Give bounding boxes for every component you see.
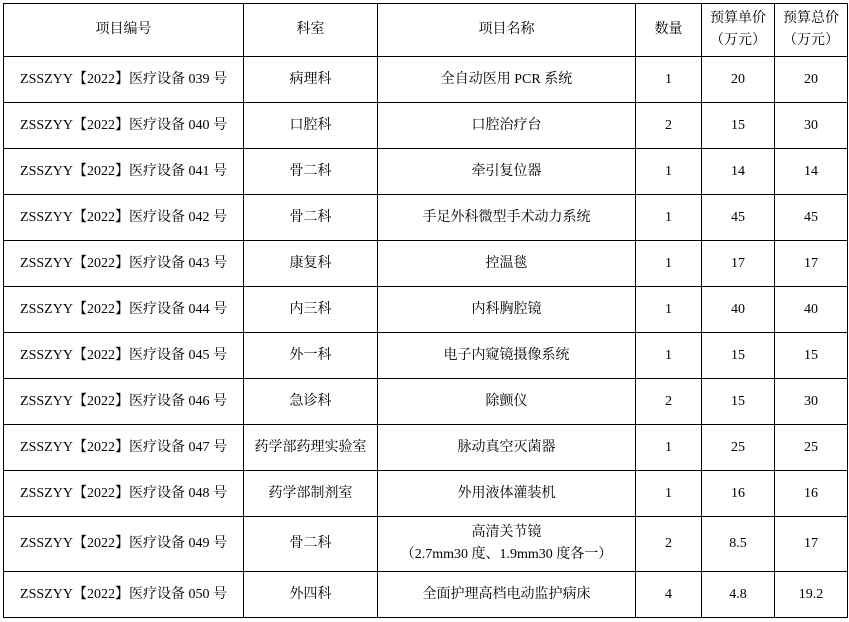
cell-department: 骨二科 (244, 195, 378, 241)
cell-total-price: 30 (775, 379, 848, 425)
cell-quantity: 1 (636, 241, 702, 287)
cell-department: 康复科 (244, 241, 378, 287)
table-row (4, 287, 848, 333)
cell-unit-price: 15 (702, 333, 775, 379)
cell-department: 外四科 (244, 572, 378, 618)
cell-project-name: 口腔治疗台 (378, 103, 636, 149)
cell-quantity: 2 (636, 517, 702, 572)
cell-project-name: 全面护理高档电动监护病床 (378, 572, 636, 618)
cell-quantity: 4 (636, 572, 702, 618)
cell-quantity: 1 (636, 425, 702, 471)
cell-project-id: ZSSZYY【2022】医疗设备 041 号 (4, 149, 244, 195)
cell-project-name: 脉动真空灭菌器 (378, 425, 636, 471)
cell-project-name: 外用液体灌装机 (378, 471, 636, 517)
cell-project-name: 全自动医用 PCR 系统 (378, 57, 636, 103)
header-row (4, 4, 848, 57)
cell-total-price: 14 (775, 149, 848, 195)
cell-department: 药学部制剂室 (244, 471, 378, 517)
cell-total-price: 25 (775, 425, 848, 471)
cell-project-name: 除颤仪 (378, 379, 636, 425)
cell-project-id: ZSSZYY【2022】医疗设备 049 号 (4, 517, 244, 572)
cell-total-price: 45 (775, 195, 848, 241)
cell-unit-price: 15 (702, 103, 775, 149)
table-row (4, 57, 848, 103)
cell-department: 病理科 (244, 57, 378, 103)
cell-unit-price: 4.8 (702, 572, 775, 618)
table-body (4, 57, 848, 618)
cell-project-name: 牵引复位器 (378, 149, 636, 195)
cell-project-name: 内科胸腔镜 (378, 287, 636, 333)
table-row (4, 149, 848, 195)
cell-total-price: 16 (775, 471, 848, 517)
cell-total-price: 17 (775, 517, 848, 572)
header-department: 科室 (244, 4, 378, 57)
header-total-price-line1: 预算总价 (783, 11, 839, 26)
cell-project-id: ZSSZYY【2022】医疗设备 047 号 (4, 425, 244, 471)
cell-project-id: ZSSZYY【2022】医疗设备 040 号 (4, 103, 244, 149)
cell-department: 骨二科 (244, 149, 378, 195)
table-row (4, 425, 848, 471)
procurement-table (3, 3, 848, 618)
cell-total-price: 15 (775, 333, 848, 379)
cell-quantity: 2 (636, 379, 702, 425)
cell-total-price: 20 (775, 57, 848, 103)
table-row (4, 471, 848, 517)
cell-department: 急诊科 (244, 379, 378, 425)
table-row (4, 333, 848, 379)
cell-project-id: ZSSZYY【2022】医疗设备 042 号 (4, 195, 244, 241)
header-total-price-line2: （万元） (783, 33, 839, 48)
table-row (4, 517, 848, 572)
cell-quantity: 2 (636, 103, 702, 149)
cell-project-name: 电子内窥镜摄像系统 (378, 333, 636, 379)
cell-total-price: 40 (775, 287, 848, 333)
cell-department: 骨二科 (244, 517, 378, 572)
cell-department: 内三科 (244, 287, 378, 333)
cell-unit-price: 8.5 (702, 517, 775, 572)
table-row (4, 195, 848, 241)
cell-project-id: ZSSZYY【2022】医疗设备 043 号 (4, 241, 244, 287)
project-name-line1: 高清关节镜 (471, 525, 542, 540)
header-unit-price (702, 4, 775, 57)
cell-project-id: ZSSZYY【2022】医疗设备 045 号 (4, 333, 244, 379)
header-quantity: 数量 (636, 4, 702, 57)
cell-project-id: ZSSZYY【2022】医疗设备 050 号 (4, 572, 244, 618)
cell-unit-price: 14 (702, 149, 775, 195)
project-name-line2: （2.7mm30 度、1.9mm30 度各一） (400, 547, 613, 562)
cell-quantity: 1 (636, 149, 702, 195)
cell-unit-price: 45 (702, 195, 775, 241)
cell-project-name: 手足外科微型手术动力系统 (378, 195, 636, 241)
cell-total-price: 30 (775, 103, 848, 149)
cell-total-price: 17 (775, 241, 848, 287)
cell-unit-price: 25 (702, 425, 775, 471)
cell-unit-price: 15 (702, 379, 775, 425)
cell-quantity: 1 (636, 333, 702, 379)
cell-quantity: 1 (636, 195, 702, 241)
cell-project-name (378, 517, 636, 572)
table-row (4, 572, 848, 618)
cell-unit-price: 16 (702, 471, 775, 517)
header-project-id: 项目编号 (4, 4, 244, 57)
header-unit-price-line2: （万元） (710, 33, 766, 48)
table-row (4, 103, 848, 149)
cell-quantity: 1 (636, 471, 702, 517)
header-unit-price-line1: 预算单价 (710, 11, 766, 26)
table-row (4, 379, 848, 425)
cell-quantity: 1 (636, 57, 702, 103)
cell-unit-price: 20 (702, 57, 775, 103)
cell-project-id: ZSSZYY【2022】医疗设备 048 号 (4, 471, 244, 517)
cell-quantity: 1 (636, 287, 702, 333)
cell-total-price: 19.2 (775, 572, 848, 618)
cell-project-id: ZSSZYY【2022】医疗设备 046 号 (4, 379, 244, 425)
cell-unit-price: 17 (702, 241, 775, 287)
header-total-price (775, 4, 848, 57)
cell-project-id: ZSSZYY【2022】医疗设备 039 号 (4, 57, 244, 103)
cell-department: 药学部药理实验室 (244, 425, 378, 471)
cell-project-id: ZSSZYY【2022】医疗设备 044 号 (4, 287, 244, 333)
cell-project-name: 控温毯 (378, 241, 636, 287)
cell-department: 外一科 (244, 333, 378, 379)
cell-unit-price: 40 (702, 287, 775, 333)
header-project-name: 项目名称 (378, 4, 636, 57)
table-row (4, 241, 848, 287)
cell-department: 口腔科 (244, 103, 378, 149)
